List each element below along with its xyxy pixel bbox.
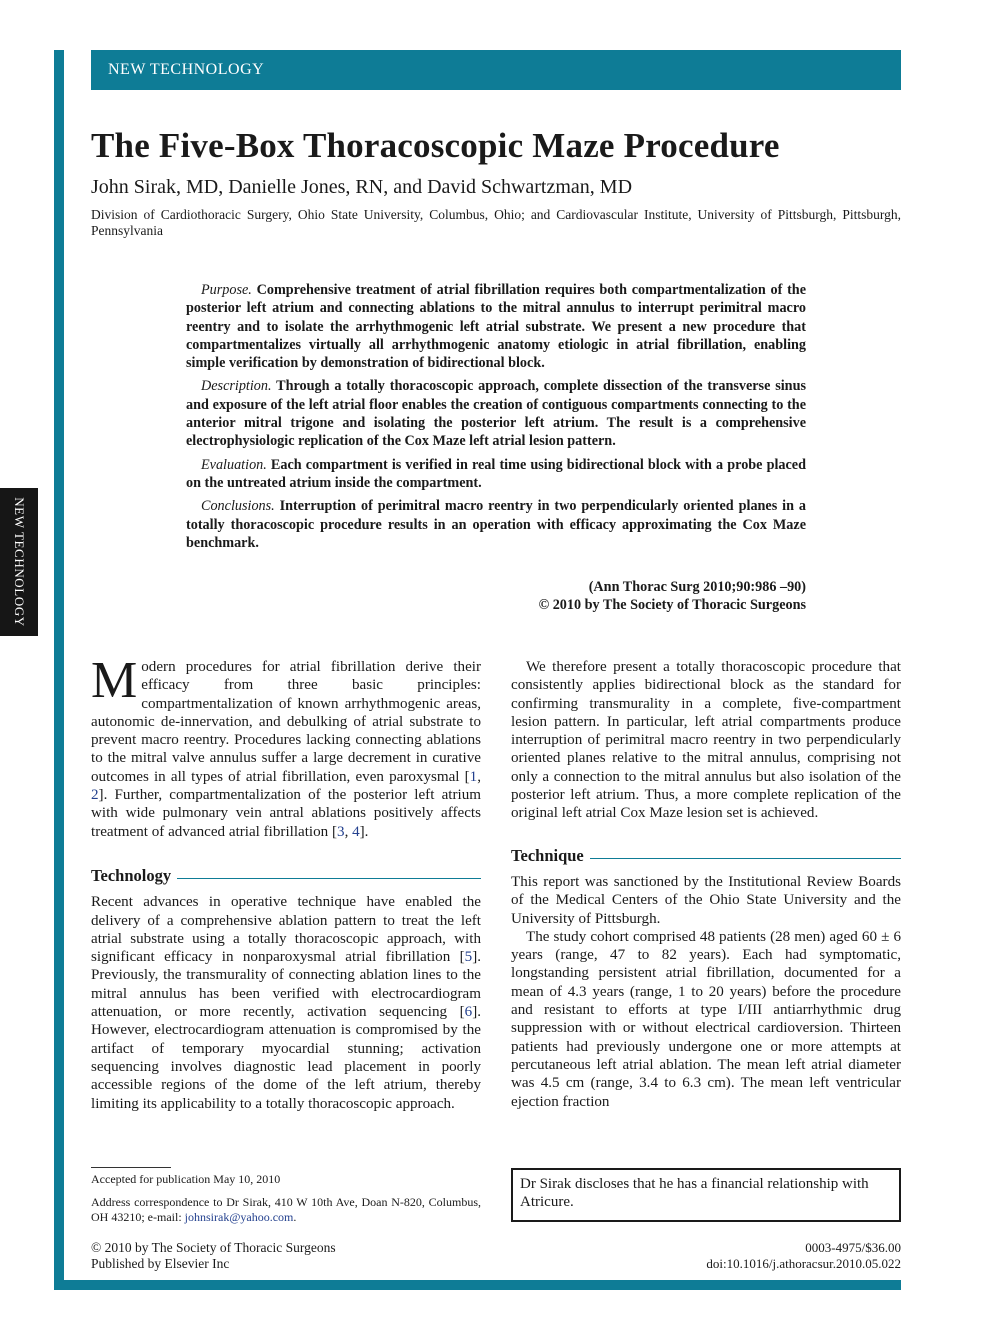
abstract-description [186, 377, 806, 450]
evaluation-label: Evaluation. [201, 456, 267, 473]
abstract [186, 281, 806, 557]
reference-link[interactable]: 1 [469, 768, 478, 785]
description-text: Through a totally thoracoscopic approach, complete dissection of the transverse sinus and exposure of the left atrial floor enables the creation of contiguous compartments connecting to the anterior mitral trigone and isolating the posterior left atrium. The result is a comprehensive electrophysiologic replication of the Cox Maze left atrial lesion pattern. [186, 378, 806, 450]
intro-text-b: , [477, 768, 481, 785]
footer-copyright: © 2010 by The Society of Thoracic Surgeons [91, 1240, 336, 1255]
article-title: The Five-Box Thoracoscopic Maze Procedure [91, 126, 780, 165]
present-paragraph: We therefore present a totally thoracoscopic procedure that consistently applies bidirectional block as the standard for confirming transmurality in a complete, five-compartment lesion pattern. In particular, left atrial compartments produce interruption of perimitral macro reentry in two perpendicularly oriented planes relative to the mitral annulus, comprising not only a connection to the mitral annulus but also isolation of the posterior left atrium. Thus, a more complete replication of the original left atrial Cox Maze lesion set is achieved. [511, 659, 901, 822]
description-label: Description. [201, 378, 272, 395]
reference-link[interactable]: 6 [464, 1004, 473, 1021]
tech-text-b: ]. Previously, the transmurality of connecting ablation lines to the mitral annulus has been verified with electrocardiogram attenuation, or more recently, activation sequencing [ [91, 949, 481, 1021]
abstract-purpose [186, 281, 806, 372]
author-list: John Sirak, MD, Danielle Jones, RN, and David Schwartzman, MD [91, 176, 633, 198]
accepted-note: Accepted for publication May 10, 2010 [91, 1172, 281, 1186]
address-end: . [293, 1210, 297, 1224]
footer-publisher: Published by Elsevier Inc [91, 1255, 230, 1271]
purpose-text: Comprehensive treatment of atrial fibrillation requires both compartmentalization of the posterior left atrium and connecting ablations to the mitral annulus to interrupt perimitral macro reentry and to isolate the arrhythmogenic left atrial substrate. We present a new procedure that compartmentalizes virtually all arrhythmogenic anatomy etiologic in atrial fibrillation, enabling simple verification by demonstration of bidirectional block. [186, 282, 806, 372]
body-column-right [511, 658, 901, 1111]
section-header-band [91, 50, 901, 90]
footer-issn: 0003-4975/$36.00 [805, 1240, 901, 1255]
footer-doi[interactable]: doi:10.1016/j.athoracsur.2010.05.022 [706, 1255, 901, 1271]
technique-paragraph-2: The study cohort comprised 48 patients (28 men) aged 60 ± 6 years (range, 47 to 82 years). Each had symptomatic, longstanding persistent atrial fibrillation, documented for a mean of 4.3 years (range, 1 to 20 years) before the procedure and resistant to efforts at type I/III antiarrhythmic drug suppression with or without electrical cardioversion. Thirteen patients had previously undergone one or more attempts at percutaneous left atrial ablation. The mean left atrial diameter was 4.5 cm (range, 3.4 to 6.3 cm). The mean left ventricular ejection fraction [511, 928, 901, 1110]
intro-text-d: , [344, 823, 353, 840]
journal-citation [186, 578, 806, 615]
address-text: Address correspondence to Dr Sirak, 410 W 10th Ave, Doan N-820, Columbus, OH 43210; e-mail: [91, 1194, 481, 1224]
body-column-left [91, 652, 481, 1113]
intro-text-a: odern procedures for atrial fibrillation derive their efficacy from three basic principles: compartmentalization of known arrhythmogenic areas, autonomic de-innervation, and debulking of atrial substrate to prevent macro reentry. Procedures lacking connecting ablations to the mitral valve annulus suffer a large decrement in curative outcomes in all types of atrial fibrillation, even paroxysmal [ [91, 659, 481, 785]
heading-rule [177, 878, 481, 880]
purpose-label: Purpose. [201, 282, 252, 298]
section-label: NEW TECHNOLOGY [108, 61, 265, 78]
reference-link[interactable]: 3 [337, 823, 345, 840]
intro-paragraph [91, 652, 481, 841]
left-accent-rule [54, 50, 64, 1290]
footnotes [91, 1172, 481, 1233]
technique-heading [511, 847, 901, 865]
footer-right [600, 1240, 901, 1271]
footnote-rule [91, 1167, 171, 1168]
technique-paragraph-1: This report was sanctioned by the Institutional Review Boards of the Medical Centers of the Ohio State University and the University of Pittsburgh. [511, 873, 901, 927]
conclusions-label: Conclusions. [201, 498, 275, 515]
evaluation-text: Each compartment is verified in real time using bidirectional block with a probe placed on the untreated atrium inside the compartment. [186, 456, 806, 491]
footer-left [91, 1240, 336, 1271]
affiliation: Division of Cardiothoracic Surgery, Ohio State University, Columbus, Ohio; and Cardiovascular Institute, University of Pittsburgh, Pittsburgh, Pennsylvania [91, 207, 901, 238]
reference-link[interactable]: 4 [352, 823, 360, 840]
side-section-tab [0, 488, 38, 636]
intro-text-c: ]. Further, compartmentalization of the posterior left atrium with wide pulmonary vein antral ablations positively affects treatment of advanced atrial fibrillation [ [91, 787, 481, 840]
technology-paragraph [91, 893, 481, 1113]
conclusions-text: Interruption of perimitral macro reentry in two perpendicularly oriented planes in a totally thoracoscopic procedure results in an operation with efficacy approximating the Cox Maze benchmark. [186, 498, 806, 551]
reference-link[interactable]: 5 [464, 949, 473, 966]
side-tab-label: NEW TECHNOLOGY [12, 497, 27, 627]
bottom-accent-band [54, 1280, 901, 1290]
technology-heading-text: Technology [91, 865, 172, 885]
reference-link[interactable]: 2 [91, 787, 99, 804]
abstract-evaluation [186, 456, 806, 493]
tech-text-c: ]. However, electrocardiogram attenuation is compromised by the artifact of temporary myocardial stunning; activation sequencing involves diagnostic lead placement in poorly accessible regions of the dome of the left atrium, thereby limiting its applicability to a totally thoracoscopic approach. [91, 1004, 481, 1112]
intro-text-e: ]. [359, 823, 369, 840]
technology-heading [91, 867, 481, 885]
email-link[interactable]: johnsirak@yahoo.com [184, 1210, 294, 1224]
correspondence-note [91, 1195, 481, 1226]
citation-line: (Ann Thorac Surg 2010;90:986 –90) [588, 579, 806, 595]
abstract-copyright: © 2010 by The Society of Thoracic Surgeons [538, 597, 806, 614]
abstract-conclusions [186, 497, 806, 552]
disclosure-box: Dr Sirak discloses that he has a financial relationship with Atricure. [511, 1168, 901, 1222]
technique-heading-text: Technique [511, 845, 584, 865]
heading-rule [590, 858, 901, 860]
tech-text-a: Recent advances in operative technique have enabled the delivery of a comprehensive ablation pattern to treat the left atrial substrate using a totally thoracoscopic approach, with significant efficacy in nonparoxysmal atrial fibrillation [ [91, 894, 481, 966]
drop-cap: M [91, 652, 138, 709]
